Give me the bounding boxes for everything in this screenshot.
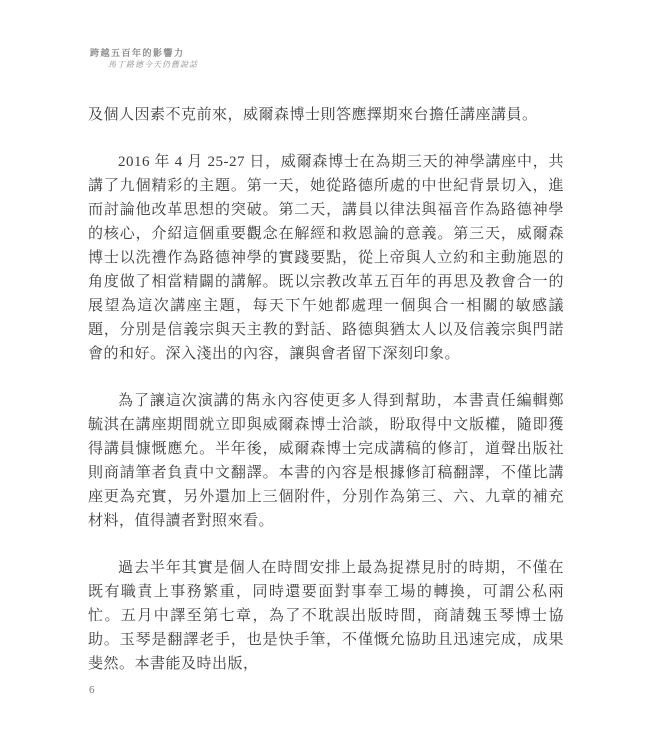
running-head-book-subtitle: 馬丁路德今天仍舊說話	[108, 60, 198, 70]
running-head	[90, 47, 198, 71]
body-text	[88, 103, 564, 699]
body-paragraph: 及個人因素不克前來，威爾森博士則答應擇期來台擔任講座講員。	[88, 107, 538, 123]
running-head-book-title: 跨越五百年的影響力	[90, 48, 185, 58]
body-paragraph: 過去半年其實是個人在時間安排上最為捉襟見肘的時期，不僅在既有職責上事務繁重，同時還要面對事奉工場的轉換，可謂公私兩忙。五月中譯至第七章，為了不耽誤出版時間，商請魏玉琴博士協助。玉琴是翻譯老手，也是快手筆，不僅慨允協助且迅速完成，成果斐然。本書能及時出版，	[88, 560, 564, 672]
page-number: 6	[89, 684, 95, 696]
body-paragraph: 為了讓這次演講的雋永內容使更多人得到幫助，本書責任編輯鄭毓淇在講座期間就立即與威爾森博士洽談，盼取得中文版權，隨即獲得講員慷慨應允。半年後，威爾森博士完成講稿的修訂，道聲出版社則商請筆者負責中文翻譯。本書的內容是根據修訂稿翻譯，不僅比講座更為充實，另外還加上三個附件，分別作為第三、六、九章的補充材料，值得讀者對照來看。	[88, 393, 564, 529]
body-paragraph: 2016 年 4 月 25-27 日，威爾森博士在為期三天的神學講座中，共講了九個精彩的主題。第一天，她從路德所處的中世紀背景切入，進而討論他改革思想的突破。第二天，講員以律法與福音作為路德神學的核心，介紹這個重要觀念在解經和救恩論的意義。第三天，威爾森博士以洗禮作為路德神學的實踐要點，從上帝與人立約和主動施恩的角度做了相當精闢的講解。既以宗教改革五百年的再思及教會合一的展望為這次講座主題，每天下午她都處理一個與合一相關的敏感議題，分別是信義宗與天主教的對話、路德與猶太人以及信義宗與門諾會的和好。深入淺出的內容，讓與會者留下深刻印象。	[88, 154, 564, 362]
